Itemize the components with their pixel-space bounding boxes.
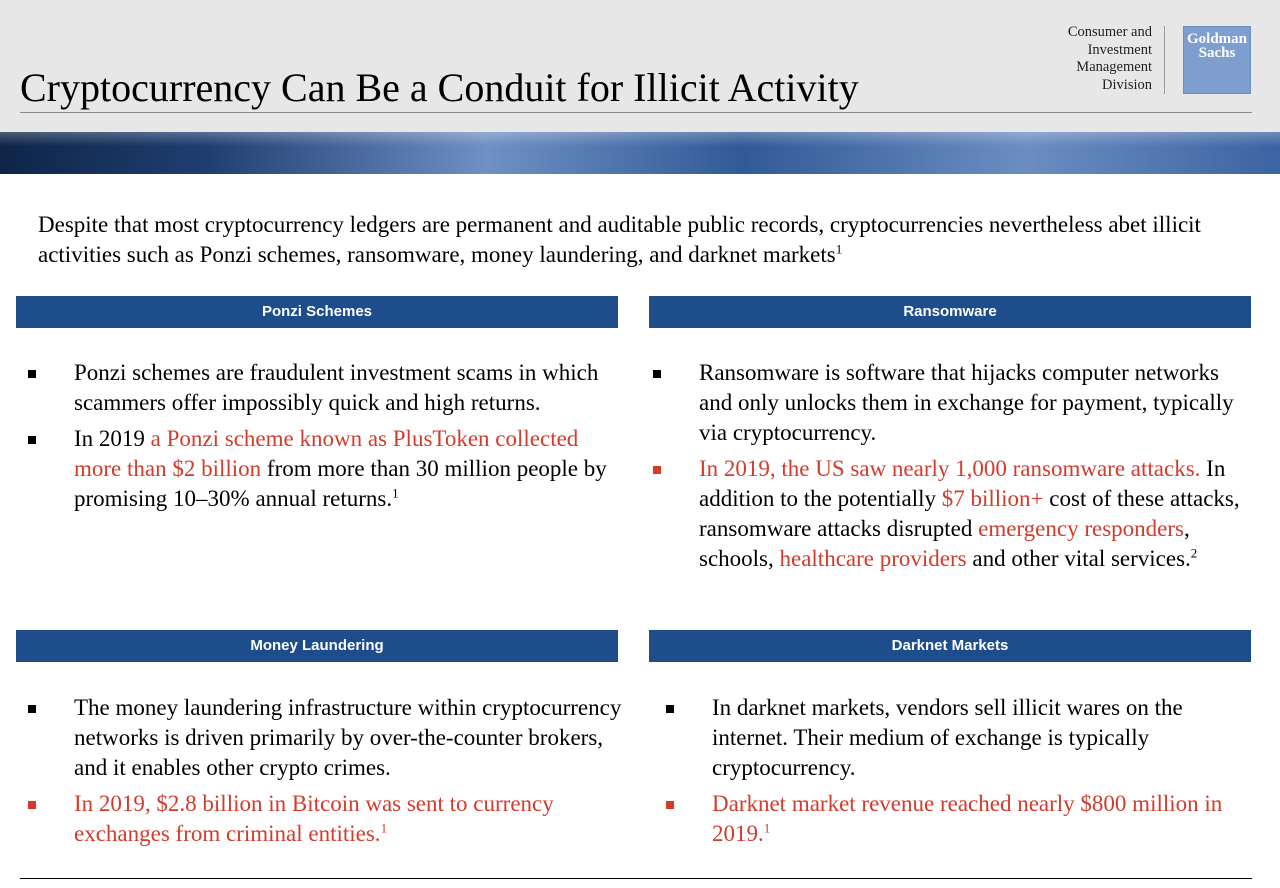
bullet-marker xyxy=(653,370,661,378)
darknet-bullet-1: In darknet markets, vendors sell illicit wares on the internet. Their medium of exchange is typically cryptocurrency. xyxy=(712,695,1183,780)
bullet-marker xyxy=(28,705,36,713)
ransomware-bullet-2-g: healthcare providers xyxy=(779,546,967,571)
ponzi-bullet-2-highlight: a Ponzi scheme known as PlusToken collected more than $2 billion xyxy=(74,426,579,481)
bullet-marker xyxy=(28,436,36,444)
ponzi-bullet-2-a: In 2019 xyxy=(74,426,151,451)
division-line-2: Investment xyxy=(1087,41,1152,58)
header-band-shine xyxy=(0,132,1280,146)
division-divider xyxy=(1164,26,1165,94)
list-item xyxy=(74,789,634,849)
list-item xyxy=(74,358,614,418)
darknet-bullet-2: Darknet market revenue reached nearly $800 million in 2019. xyxy=(712,791,1223,846)
ransomware-footnote: 2 xyxy=(1190,545,1198,561)
laundering-bullets xyxy=(74,693,634,855)
intro-footnote: 1 xyxy=(835,241,843,257)
darknet-footnote: 1 xyxy=(763,820,771,836)
goldman-sachs-logo xyxy=(1183,26,1251,94)
logo-line-1: Goldman xyxy=(1186,31,1247,47)
ransomware-bullet-2-c: $7 billion+ xyxy=(941,486,1044,511)
bullet-marker xyxy=(666,705,674,713)
bullet-marker-red xyxy=(666,801,674,809)
ransomware-bullet-2-d: cost of these attacks, ransomware attacks disrupted xyxy=(699,486,1240,541)
division-line-4: Division xyxy=(1102,76,1152,93)
laundering-bullet-1: The money laundering infrastructure within cryptocurrency networks is driven primarily by over-the-counter brokers, and it enables other crypto crimes. xyxy=(74,695,622,780)
section-heading-ransomware: Ransomware xyxy=(649,296,1251,328)
section-heading-money-laundering: Money Laundering xyxy=(16,630,618,662)
logo-line-2: Sachs xyxy=(1198,45,1236,61)
page-title: Cryptocurrency Can Be a Conduit for Illicit Activity xyxy=(20,65,859,110)
bullet-marker-red xyxy=(653,466,661,474)
division-line-1: Consumer and xyxy=(1067,24,1152,40)
bullet-marker xyxy=(28,370,36,378)
ponzi-bullet-1: Ponzi schemes are fraudulent investment scams in which scammers offer impossibly quick and high returns. xyxy=(74,360,599,415)
ransomware-bullet-2-f: , schools, xyxy=(699,516,1190,571)
list-item xyxy=(712,789,1247,849)
bottom-divider xyxy=(20,878,1252,879)
list-item xyxy=(74,693,634,783)
ponzi-footnote: 1 xyxy=(392,485,399,501)
intro-text: Despite that most cryptocurrency ledgers are permanent and auditable public records, cryptocurrencies nevertheless abet illicit activities such as Ponzi schemes, ransomware, money laundering, and darknet markets xyxy=(38,212,1201,267)
intro-paragraph xyxy=(38,210,1248,270)
division-label xyxy=(992,24,1152,94)
list-item xyxy=(699,454,1249,574)
ransomware-bullet-2-b: In addition to the potentially xyxy=(699,456,1226,511)
ransomware-bullet-2-h: and other vital services. xyxy=(966,546,1191,571)
laundering-bullet-2: In 2019, $2.8 billion in Bitcoin was sent to currency exchanges from criminal entities. xyxy=(74,791,554,846)
division-line-3: Management xyxy=(1076,59,1152,75)
bullet-marker-red xyxy=(28,801,36,809)
list-item xyxy=(699,358,1249,448)
list-item xyxy=(712,693,1247,783)
section-heading-ponzi: Ponzi Schemes xyxy=(16,296,618,328)
section-heading-darknet-markets: Darknet Markets xyxy=(649,630,1251,662)
ponzi-bullets xyxy=(74,358,614,520)
ransomware-bullet-2-a: In 2019, the US saw nearly 1,000 ransomware attacks. xyxy=(699,456,1201,481)
list-item xyxy=(74,424,614,514)
title-divider xyxy=(20,112,1252,113)
ponzi-bullet-2-c: from more than 30 million people by promising 10–30% annual returns. xyxy=(74,456,607,511)
ransomware-bullet-1: Ransomware is software that hijacks computer networks and only unlocks them in exchange for payment, typically via cryptocurrency. xyxy=(699,360,1234,445)
darknet-bullets xyxy=(712,693,1247,855)
ransomware-bullet-2-e: emergency responders xyxy=(978,516,1184,541)
laundering-footnote: 1 xyxy=(380,820,388,836)
ransomware-bullets xyxy=(699,358,1249,580)
